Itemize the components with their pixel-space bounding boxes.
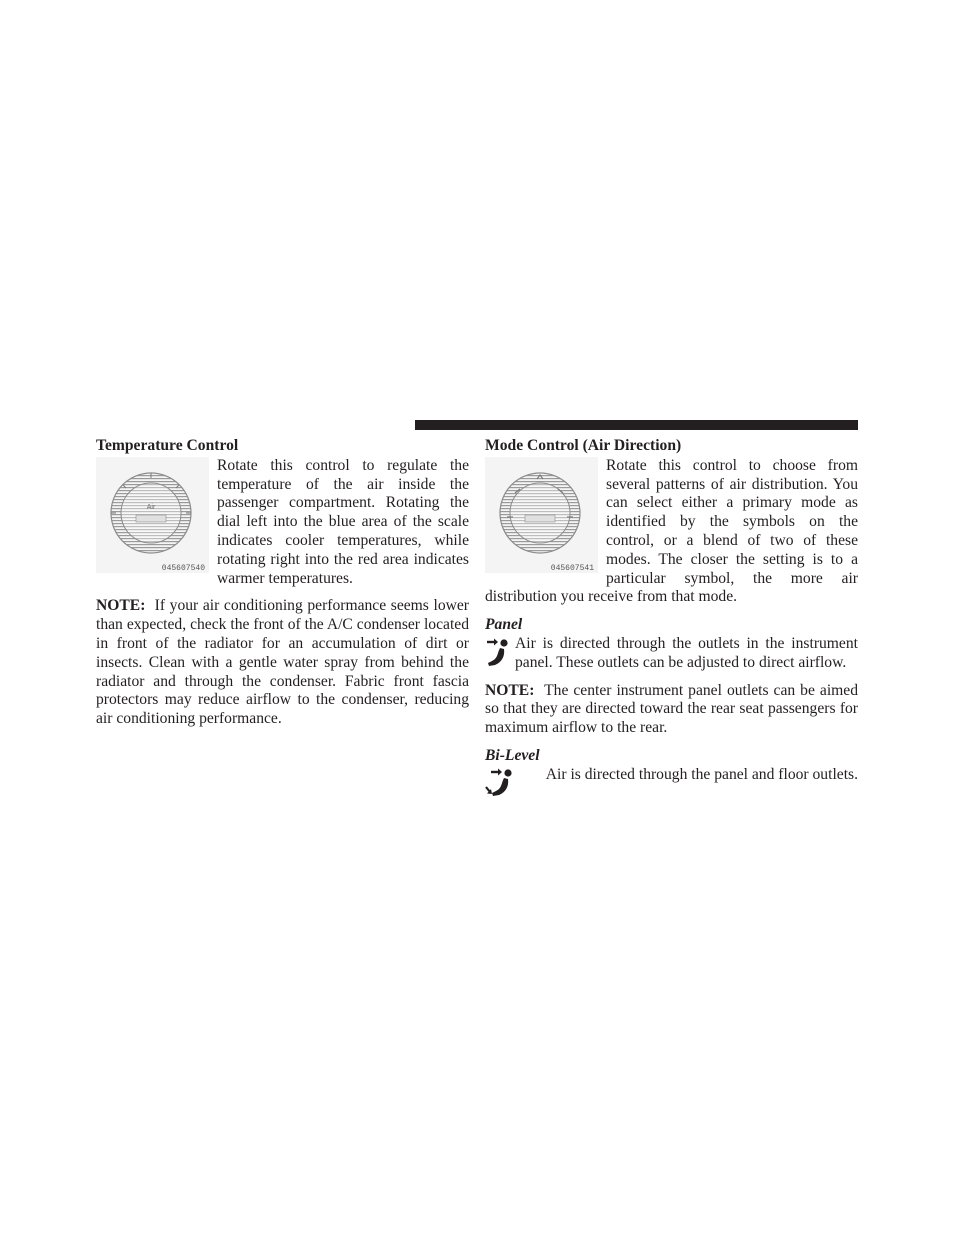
temperature-dial-label: Air bbox=[146, 503, 156, 511]
temperature-control-heading: Temperature Control bbox=[96, 437, 239, 454]
panel-body: Air is directed through the outlets in the instrument panel. These outlets can be adjusted to direct airflow. bbox=[515, 634, 858, 671]
mode-control-heading: Mode Control (Air Direction) bbox=[485, 437, 682, 454]
panel-mode-icon bbox=[485, 637, 511, 667]
right-column bbox=[485, 437, 858, 798]
bi-level-heading: Bi-Level bbox=[485, 746, 540, 764]
bi-level-mode-icon bbox=[485, 768, 515, 798]
bi-level-body: Air is directed through the panel and floor outlets. bbox=[545, 765, 858, 783]
left-column bbox=[96, 437, 469, 729]
mode-dial-icon bbox=[485, 457, 598, 573]
note-body: If your air conditioning performance seems lower than expected, check the front of the A/C condenser located in front of the radiator for an accumulation of dirt or insects. Clean with a gentle water spray from behind the radiator and through the condenser. Fabric front fascia protectors may reduce airflow to the condenser, reducing air conditioning performance. bbox=[96, 597, 469, 728]
temperature-dial-icon bbox=[96, 457, 209, 573]
temperature-figure-code: 045607540 bbox=[161, 563, 205, 573]
panel-mode-icon-wrap bbox=[485, 637, 511, 667]
mode-control-body: Rotate this control to choose from several patterns of air distribution. You can select either a primary mode as identified by the symbols on the control, or a blend of two of these modes. The closer the setting is to a particular symbol, the more air distribution you receive from that mode. bbox=[485, 456, 858, 606]
temperature-dial-figure bbox=[96, 457, 209, 573]
note-label: NOTE: bbox=[485, 681, 535, 699]
section-header-bar bbox=[415, 420, 858, 430]
mode-dial-figure bbox=[485, 457, 598, 573]
panel-heading: Panel bbox=[485, 616, 523, 634]
temperature-control-body: Rotate this control to regulate the temperature of the air inside the passenger compartment. Rotating the dial left into the blue area of the scale indicates cooler temperatures, while rotating right into the red area indicates warmer temperatures. bbox=[217, 456, 469, 587]
mode-figure-code: 045607541 bbox=[550, 563, 594, 573]
note-label: NOTE: bbox=[96, 597, 146, 615]
temperature-note bbox=[96, 597, 469, 729]
bi-level-mode-icon-wrap bbox=[485, 768, 515, 798]
panel-note bbox=[485, 682, 858, 738]
note-body: The center instrument panel outlets can be aimed so that they are directed toward the rear seat passengers for maximum airflow to the rear. bbox=[485, 681, 858, 737]
